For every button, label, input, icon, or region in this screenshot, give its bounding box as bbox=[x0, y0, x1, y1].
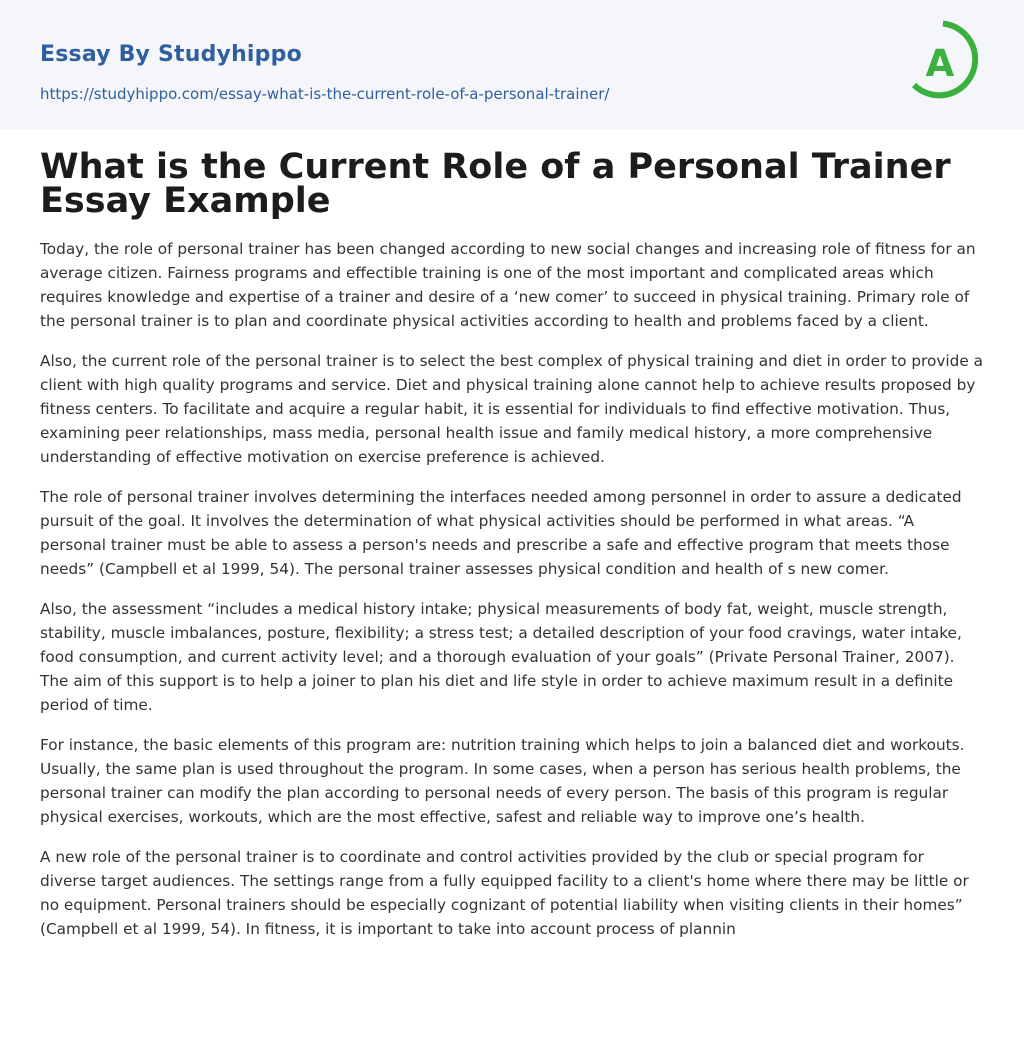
studyhippo-logo-icon[interactable] bbox=[910, 19, 988, 107]
paragraph-6: A new role of the personal trainer is to coordinate and control activities provided by the club or special program for diverse target audiences. The settings range from a fully equipped facility to a client's home where there may be little or no equipment. Personal trainers should be especially cognizant of potential liability when visiting clients in their homes” (Campbell et al 1999, 54). In fitness, it is important to take into account process of plannin bbox=[40, 848, 969, 938]
site-header bbox=[0, 0, 1024, 129]
paragraph-2: Also, the current role of the personal trainer is to select the best complex of physical training and diet in order to provide a client with high quality programs and service. Diet and physical training alone cannot help to achieve results proposed by fitness centers. To facilitate and acquire a regular habit, it is essential for individuals to find effective motivation. Thus, examining peer relationships, mass media, personal health issue and family medical history, a more comprehensive understanding of effective motivation on exercise preference is achieved. bbox=[40, 352, 984, 466]
page-title: What is the Current Role of a Personal Trainer Essay Example bbox=[40, 147, 951, 221]
paragraph-1: Today, the role of personal trainer has been changed according to new social changes and increasing role of fitness for an average citizen. Fairness programs and effectible training is one of the most important and complicated areas which requires knowledge and expertise of a trainer and desire of a ‘new comer’ to succeed in physical training. Primary role of the personal trainer is to plan and coordinate physical activities according to health and problems faced by a client. bbox=[40, 240, 976, 330]
site-title[interactable]: Essay By Studyhippo bbox=[40, 42, 302, 67]
essay-url-link[interactable]: https://studyhippo.com/essay-what-is-the-current-role-of-a-personal-trainer/ bbox=[40, 85, 610, 103]
paragraph-4: Also, the assessment “includes a medical history intake; physical measurements of body fat, weight, muscle strength, stability, muscle imbalances, posture, flexibility; a stress test; a detailed description of your food cravings, water intake, food consumption, and current activity level; and a thorough evaluation of your goals” (Private Personal Trainer, 2007). The aim of this support is to help a joiner to plan his diet and life style in order to achieve maximum result in a definite period of time. bbox=[40, 600, 962, 714]
paragraph-5: For instance, the basic elements of this program are: nutrition training which helps to join a balanced diet and workouts. Usually, the same plan is used throughout the program. In some cases, when a person has serious health problems, the personal trainer can modify the plan according to personal needs of every person. The basis of this program is regular physical exercises, workouts, which are the most effective, safest and reliable way to improve one’s health. bbox=[40, 736, 965, 826]
paragraph-3: The role of personal trainer involves determining the interfaces needed among personnel in order to assure a dedicated pursuit of the goal. It involves the determination of what physical activities should be performed in what areas. “A personal trainer must be able to assess a person's needs and prescribe a safe and effective program that meets those needs” (Campbell et al 1999, 54). The personal trainer assesses physical condition and health of s new comer. bbox=[40, 488, 962, 578]
article-content bbox=[40, 147, 984, 957]
logo-letter: A bbox=[925, 42, 955, 85]
